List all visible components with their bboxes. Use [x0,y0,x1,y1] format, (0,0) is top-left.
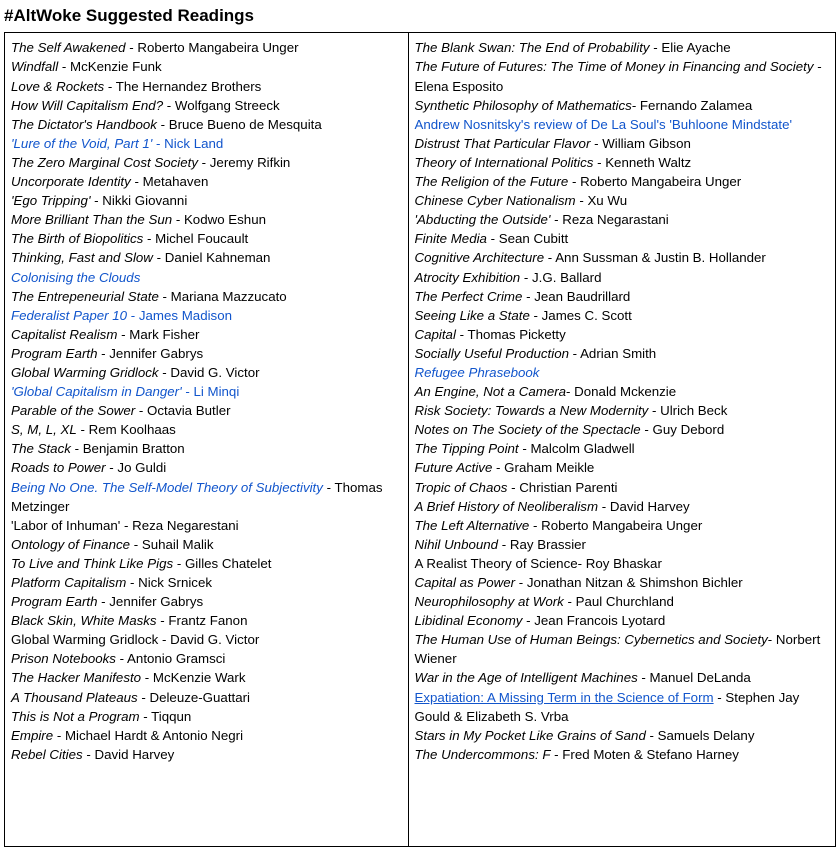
reading-title: Stars in My Pocket Like Grains of Sand [414,727,646,743]
reading-title: War in the Age of Intelligent Machines [414,670,638,686]
reading-title: The Religion of the Future [414,174,569,190]
reading-entry [11,554,402,573]
reading-title: Platform Capitalism [11,575,127,591]
reading-entry [415,134,829,153]
reading-entry [415,57,829,95]
reading-author: - Elie Ayache [649,40,731,56]
reading-title: Notes on The Society of the Spectacle [414,422,641,438]
reading-entry [415,420,829,439]
reading-author: - Roberto Mangabeira Unger [568,174,742,190]
reading-entry [11,229,402,248]
reading-title: The Stack [11,441,71,457]
reading-title[interactable]: Federalist Paper 10 [11,307,128,323]
reading-title: Chinese Cyber Nationalism [414,193,576,209]
readings-column-left [5,33,409,846]
reading-entry [415,516,829,535]
reading-author: - Christian Parenti [507,479,618,495]
reading-title: A Brief History of Neoliberalism [414,498,599,514]
reading-author: - McKenzie Wark [141,670,246,686]
reading-entry [11,535,402,554]
reading-title: Global Warming Gridlock [11,632,159,648]
reading-entry [11,38,402,57]
reading-entry [11,688,402,707]
reading-author: - David G. Victor [158,364,260,380]
reading-author: - Manuel DeLanda [637,670,751,686]
reading-title[interactable]: Colonising the Clouds [11,269,141,285]
reading-entry [11,401,402,420]
reading-title: Nihil Unbound [414,536,499,552]
reading-author: - Michael Hardt & Antonio Negri [53,727,244,743]
reading-entry[interactable] [415,363,829,382]
reading-author: - Deleuze-Guattari [137,689,250,705]
reading-entry [11,726,402,745]
reading-author: - Paul Churchland [563,594,674,610]
reading-entry [415,248,829,267]
reading-author: - McKenzie Funk [58,59,162,75]
reading-entry [11,649,402,668]
reading-author: - Adrian Smith [568,345,657,361]
reading-entry [415,306,829,325]
reading-author: - Ulrich Beck [648,403,728,419]
reading-author: - David G. Victor [158,632,260,648]
reading-author: - Jonathan Nitzan & Shimshon Bichler [515,575,743,591]
reading-author: - J.G. Ballard [520,269,602,285]
reading-author: - Rem Koolhaas [76,422,176,438]
reading-author: - Nikki Giovanni [90,193,188,209]
reading-title: This is Not a Program [11,708,140,724]
reading-entry [11,707,402,726]
reading-entry[interactable] [11,134,402,153]
reading-title: Libidinal Economy [414,613,523,629]
reading-title: Future Active [414,460,493,476]
reading-title: Empire [11,727,54,743]
reading-author: - Mariana Mazzucato [158,288,287,304]
reading-entry [11,573,402,592]
reading-title: The Dictator's Handbook [11,116,157,132]
reading-entry [11,57,402,76]
reading-author: - Donald Mckenzie [566,384,677,400]
reading-entry [415,592,829,611]
reading-author: - Li Minqi [181,384,240,400]
reading-title: A Realist Theory of Science [414,555,578,571]
reading-entry [415,401,829,420]
reading-author: - Ray Brassier [498,536,586,552]
reading-title: An Engine, Not a Camera [414,384,567,400]
reading-title: A Thousand Plateaus [11,689,138,705]
reading-entry [11,630,402,649]
reading-entry [415,458,829,477]
reading-title: Rebel Cities [11,746,83,762]
reading-author: - Frantz Fanon [156,613,248,629]
reading-title: To Live and Think Like Pigs [11,555,174,571]
reading-entry[interactable] [415,115,829,134]
reading-title: S, M, L, XL [11,422,77,438]
reading-author: - Bruce Bueno de Mesquita [156,116,322,132]
reading-author: - Fred Moten & Stefano Harney [550,746,739,762]
reading-entry [415,745,829,764]
reading-author: - Guy Debord [640,422,725,438]
reading-author: - Jean Baudrillard [522,288,631,304]
reading-author: - Reza Negarastani [550,212,669,228]
reading-title: Atrocity Exhibition [414,269,521,285]
reading-entry [415,535,829,554]
reading-author: - Antonio Gramsci [115,651,226,667]
reading-title: Capital [414,326,456,342]
reading-entry[interactable] [11,382,402,401]
reading-entry [11,363,402,382]
reading-title: How Will Capitalism End? [11,97,164,113]
reading-author: - The Hernandez Brothers [104,78,262,94]
reading-entry [11,153,402,172]
reading-entry [11,77,402,96]
reading-entry [11,287,402,306]
reading-title: Socially Useful Production [414,345,569,361]
reading-title[interactable]: Refugee Phrasebook [414,364,540,380]
reading-title: Ontology of Finance [11,536,131,552]
reading-title[interactable]: 'Global Capitalism in Danger' [11,384,182,400]
reading-title: The Left Alternative [414,517,530,533]
reading-title: Black Skin, White Masks [11,613,157,629]
reading-title: 'Ego Tripping' [11,193,91,209]
reading-author: - Mark Fisher [117,326,200,342]
reading-author: - Roy Bhaskar [577,555,662,571]
reading-entry[interactable] [415,688,829,726]
reading-author: - David Harvey [82,746,175,762]
reading-title: Distrust That Particular Flavor [414,135,591,151]
reading-entry [415,191,829,210]
reading-entry [415,325,829,344]
reading-entry [415,210,829,229]
reading-author: - Thomas Metzinger [11,479,383,514]
reading-entry [11,172,402,191]
readings-column-right [409,33,835,846]
reading-title: Program Earth [11,594,98,610]
reading-author: - Daniel Kahneman [152,250,271,266]
reading-title: The Perfect Crime [414,288,523,304]
reading-entry[interactable] [11,306,402,325]
reading-author: - Sean Cubitt [486,231,569,247]
reading-title: The Birth of Biopolitics [11,231,144,247]
reading-title: More Brilliant Than the Sun [11,212,173,228]
reading-entry [11,458,402,477]
reading-author: - Octavia Butler [135,403,231,419]
reading-entry [11,611,402,630]
reading-title: Risk Society: Towards a New Modernity [414,403,649,419]
reading-title[interactable]: 'Lure of the Void, Part 1' [11,135,153,151]
reading-title: Capital as Power [414,575,516,591]
reading-author: - Elena Esposito [414,59,822,94]
reading-title: 'Abducting the Outside' [414,212,551,228]
reading-author: - Nick Srnicek [126,575,212,591]
reading-author: - Samuels Delany [645,727,755,743]
reading-entry [415,268,829,287]
reading-author: - David Harvey [598,498,690,514]
reading-entry [415,439,829,458]
reading-entry [415,96,829,115]
reading-entry [11,668,402,687]
reading-author: - Wolfgang Streeck [163,97,280,113]
reading-title: Program Earth [11,345,98,361]
reading-author: - Thomas Picketty [455,326,566,342]
reading-title: Parable of the Sower [11,403,136,419]
reading-title: The Human Use of Human Beings: Cybernetics and Society [414,632,768,648]
reading-entry [11,439,402,458]
reading-author: - Jo Guldi [105,460,167,476]
reading-entry [415,153,829,172]
reading-entry [415,478,829,497]
reading-title: The Blank Swan: The End of Probability [414,40,650,56]
reading-title: Capitalist Realism [11,326,118,342]
reading-author: - Metahaven [130,174,209,190]
reading-title: Tropic of Chaos [414,479,508,495]
reading-author: - Jennifer Gabrys [97,594,204,610]
reading-entry [11,420,402,439]
reading-title: The Hacker Manifesto [11,670,142,686]
reading-title[interactable]: Andrew Nosnitsky's review of De La Soul's 'Buhloone Mindstate' [414,116,792,132]
reading-author: - Stephen Jay Gould & Elizabeth S. Vrba [414,689,800,724]
reading-title: Synthetic Philosophy of Mathematics [414,97,632,113]
reading-author: - Ann Sussman & Justin B. Hollander [544,250,766,266]
reading-title[interactable]: Being No One. The Self-Model Theory of Subjectivity [11,479,323,495]
reading-author: - Jean Francois Lyotard [522,613,666,629]
reading-title: The Future of Futures: The Time of Money in Financing and Society [414,59,814,75]
reading-entry [11,344,402,363]
reading-entry [11,210,402,229]
reading-title: The Tipping Point [414,441,519,457]
reading-author: - Graham Meikle [492,460,595,476]
reading-title: 'Labor of Inhuman' [11,517,121,533]
reading-author: - James Madison [127,307,232,323]
reading-title: Thinking, Fast and Slow [11,250,153,266]
reading-author: - Michel Foucault [143,231,249,247]
reading-entry [415,229,829,248]
reading-title: The Self Awakened [11,40,126,56]
reading-author: - Malcolm Gladwell [518,441,635,457]
reading-entry [11,115,402,134]
reading-author: - Roberto Mangabeira Unger [125,40,299,56]
reading-entry [415,287,829,306]
reading-entry [415,573,829,592]
reading-title: Cognitive Architecture [414,250,545,266]
reading-entry [415,38,829,57]
reading-title: Love & Rockets [11,78,105,94]
reading-author: - Gilles Chatelet [173,555,272,571]
reading-author: - Reza Negarestani [120,517,239,533]
reading-entry [415,668,829,687]
reading-title: Uncorporate Identity [11,174,131,190]
reading-entry [415,630,829,668]
reading-author: - Jeremy Rifkin [197,154,291,170]
reading-entry [415,497,829,516]
reading-entry [415,554,829,573]
readings-table [4,32,836,847]
reading-author: - Benjamin Bratton [70,441,185,457]
reading-author: - Kodwo Eshun [172,212,266,228]
reading-title: Prison Notebooks [11,651,116,667]
reading-entry [11,325,402,344]
reading-title: Roads to Power [11,460,106,476]
reading-title: The Undercommons: F [414,746,551,762]
reading-author: - Roberto Mangabeira Unger [529,517,703,533]
reading-entry [415,172,829,191]
reading-entry[interactable] [11,268,402,287]
reading-author: - Fernando Zalamea [631,97,753,113]
reading-author: - Kenneth Waltz [593,154,692,170]
reading-title: Seeing Like a State [414,307,530,323]
reading-entry [11,592,402,611]
reading-author: - Norbert Wiener [414,632,821,667]
reading-title: The Zero Marginal Cost Society [11,154,198,170]
reading-entry [415,611,829,630]
reading-title: Windfall [11,59,59,75]
reading-title: Neurophilosophy at Work [414,594,564,610]
reading-author: - Xu Wu [575,193,628,209]
reading-title: Finite Media [414,231,487,247]
reading-title: The Entrepeneurial State [11,288,159,304]
reading-author: - Nick Land [152,135,224,151]
reading-entry [11,248,402,267]
reading-entry [415,726,829,745]
reading-entry[interactable] [11,478,402,516]
reading-entry [415,382,829,401]
reading-entry [415,344,829,363]
reading-author: - Jennifer Gabrys [97,345,204,361]
reading-title: Global Warming Gridlock [11,364,159,380]
reading-entry [11,191,402,210]
reading-author: - Suhail Malik [130,536,214,552]
reading-entry [11,516,402,535]
reading-title: Theory of International Politics [414,154,594,170]
reading-entry [11,745,402,764]
reading-author: - Tiqqun [139,708,192,724]
reading-entry [11,96,402,115]
reading-title[interactable]: Expatiation: A Missing Term in the Science of Form [414,689,714,705]
reading-author: - James C. Scott [529,307,632,323]
page-title: #AltWoke Suggested Readings [4,6,255,25]
reading-author: - William Gibson [590,135,691,151]
